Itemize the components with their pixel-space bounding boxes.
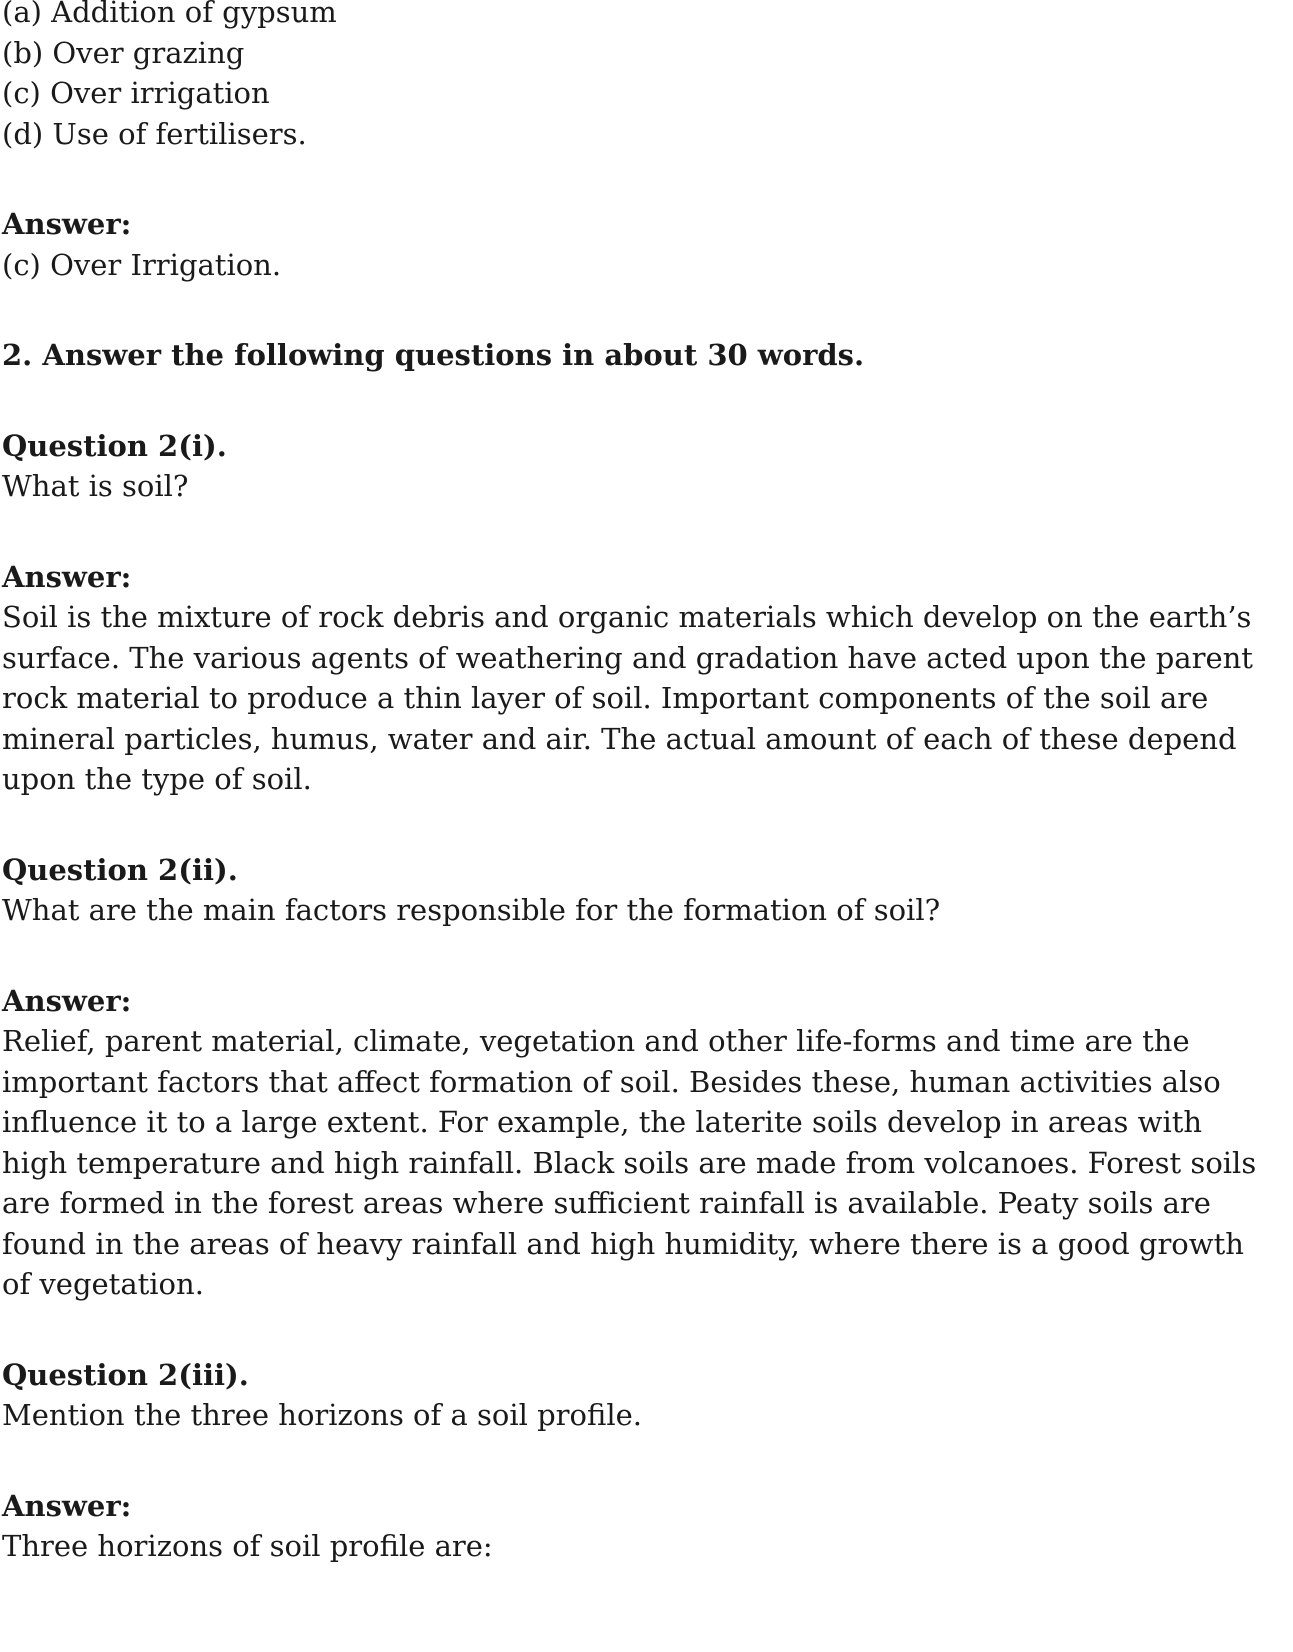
answer-2ii-line: influence it to a large extent. For example, the laterite soils develop in areas with	[2, 1105, 1203, 1139]
answer-2i-line: mineral particles, humus, water and air. The actual amount of each of these depend	[2, 721, 1237, 756]
section-heading: 2. Answer the following questions in about 30 words.	[2, 338, 865, 372]
answer-2i-line: rock material to produce a thin layer of soil. Important components of the soil are	[2, 681, 1209, 715]
answer-2i-line: upon the type of soil.	[2, 762, 312, 796]
spacer	[2, 1305, 1287, 1355]
spacer	[2, 154, 1287, 204]
answer-2ii-line: are formed in the forest areas where sufficient rainfall is available. Peaty soils are	[2, 1186, 1211, 1220]
answer-2ii-line: Relief, parent material, climate, vegetation and other life-forms and time are the	[2, 1024, 1190, 1058]
answer-2ii-line: high temperature and high rainfall. Black soils are made from volcanoes. Forest soils	[2, 1145, 1257, 1180]
question-2iii-label: Question 2(iii).	[2, 1357, 249, 1392]
question-2i-label: Question 2(i).	[2, 428, 227, 463]
spacer	[2, 1436, 1287, 1486]
answer-2i-line: Soil is the mixture of rock debris and organic materials which develop on the earth’s	[2, 600, 1252, 634]
spacer	[2, 376, 1287, 426]
answer-2iii-line: Three horizons of soil profile are:	[2, 1529, 493, 1563]
option-list	[2, 0, 1287, 154]
option-d: (d) Use of fertilisers.	[2, 116, 307, 151]
answer-2i-line: surface. The various agents of weathering and gradation have acted upon the parent	[2, 640, 1253, 675]
spacer	[2, 931, 1287, 981]
option-a: (a) Addition of gypsum	[2, 0, 337, 29]
answer-2ii-line: of vegetation.	[2, 1267, 204, 1301]
answer-label: Answer:	[2, 207, 132, 241]
answer-2ii-label: Answer:	[2, 983, 132, 1018]
answer-text: (c) Over Irrigation.	[2, 247, 282, 282]
answer-2ii-paragraph	[2, 1021, 1287, 1305]
option-b: (b) Over grazing	[2, 35, 245, 70]
spacer	[2, 507, 1287, 557]
question-2i-text: What is soil?	[2, 469, 189, 503]
answer-2ii-line: found in the areas of heavy rainfall and high humidity, where there is a good growth	[2, 1226, 1244, 1261]
answer-2i-paragraph	[2, 597, 1287, 800]
spacer	[2, 800, 1287, 850]
answer-2i-label: Answer:	[2, 559, 132, 594]
answer-2ii-line: important factors that affect formation of soil. Besides these, human activities also	[2, 1064, 1221, 1099]
answer-2iii-label: Answer:	[2, 1488, 132, 1523]
question-2ii-text: What are the main factors responsible for the formation of soil?	[2, 893, 941, 927]
question-2ii-label: Question 2(ii).	[2, 852, 238, 887]
option-c: (c) Over irrigation	[2, 76, 270, 110]
question-2iii-text: Mention the three horizons of a soil profile.	[2, 1398, 642, 1432]
document-page	[2, 0, 1287, 1567]
spacer	[2, 285, 1287, 335]
